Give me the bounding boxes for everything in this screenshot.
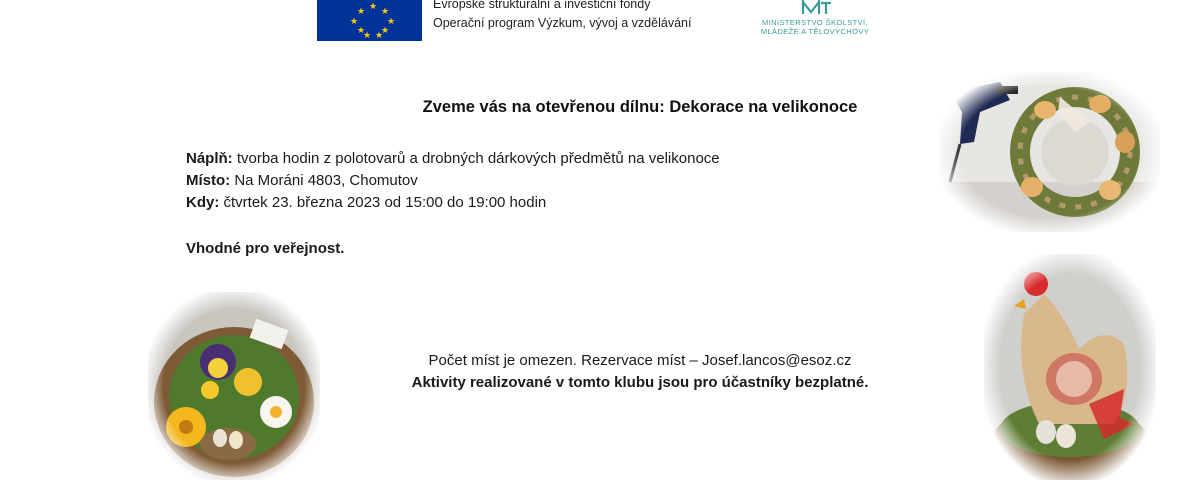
svg-text:★: ★ bbox=[369, 2, 378, 12]
ministry-mark-icon bbox=[745, 0, 885, 20]
place-line bbox=[186, 172, 418, 189]
when-label: Kdy: bbox=[186, 194, 220, 211]
svg-text:★: ★ bbox=[357, 7, 366, 17]
wreath-photo bbox=[940, 72, 1160, 232]
ministry-line-2: MLÁDEŽE A TĚLOVÝCHOVY bbox=[760, 27, 870, 36]
wreath-glue-gun-image bbox=[940, 72, 1160, 232]
eu-program-line-1: Evropské strukturální a investiční fondy bbox=[433, 0, 651, 11]
flower-basket-photo bbox=[148, 292, 320, 480]
rooster-basket-photo bbox=[984, 254, 1156, 480]
place-value: Na Moráni 4803, Chomutov bbox=[230, 172, 418, 189]
ministry-text bbox=[745, 18, 885, 36]
svg-text:★: ★ bbox=[381, 7, 390, 17]
svg-text:★: ★ bbox=[381, 26, 390, 36]
flower-basket-image bbox=[148, 292, 320, 480]
svg-text:★: ★ bbox=[375, 31, 384, 41]
reservation-note: Počet míst je omezen. Rezervace míst – Josef.lancos@esoz.cz bbox=[428, 352, 852, 369]
eu-program-text bbox=[433, 0, 691, 33]
content-line bbox=[186, 150, 720, 167]
svg-text:★: ★ bbox=[387, 17, 396, 27]
eu-stars-icon bbox=[317, 0, 422, 41]
eu-flag-logo bbox=[317, 0, 422, 41]
ministry-line-1: MINISTERSTVO ŠKOLSTVÍ, bbox=[762, 18, 868, 27]
place-label: Místo: bbox=[186, 172, 231, 189]
svg-text:★: ★ bbox=[363, 31, 372, 41]
when-line bbox=[186, 194, 546, 211]
page-title: Zveme vás na otevřenou dílnu: Dekorace na velikonoce bbox=[422, 98, 858, 116]
svg-text:★: ★ bbox=[350, 17, 359, 27]
when-value: čtvrtek 23. března 2023 od 15:00 do 19:00 hodin bbox=[219, 194, 547, 211]
free-activity-note: Aktivity realizované v tomto klubu jsou pro účastníky bezplatné. bbox=[411, 374, 869, 391]
svg-text:★: ★ bbox=[357, 26, 366, 36]
eu-program-line-2: Operační program Výzkum, vývoj a vzdělávání bbox=[433, 16, 692, 30]
rooster-basket-image bbox=[984, 254, 1156, 480]
content-label: Náplň: bbox=[186, 150, 233, 167]
content-value: tvorba hodin z polotovarů a drobných dárkových předmětů na velikonoce bbox=[232, 150, 720, 167]
public-note: Vhodné pro veřejnost. bbox=[186, 240, 345, 257]
ministry-logo bbox=[745, 0, 885, 42]
